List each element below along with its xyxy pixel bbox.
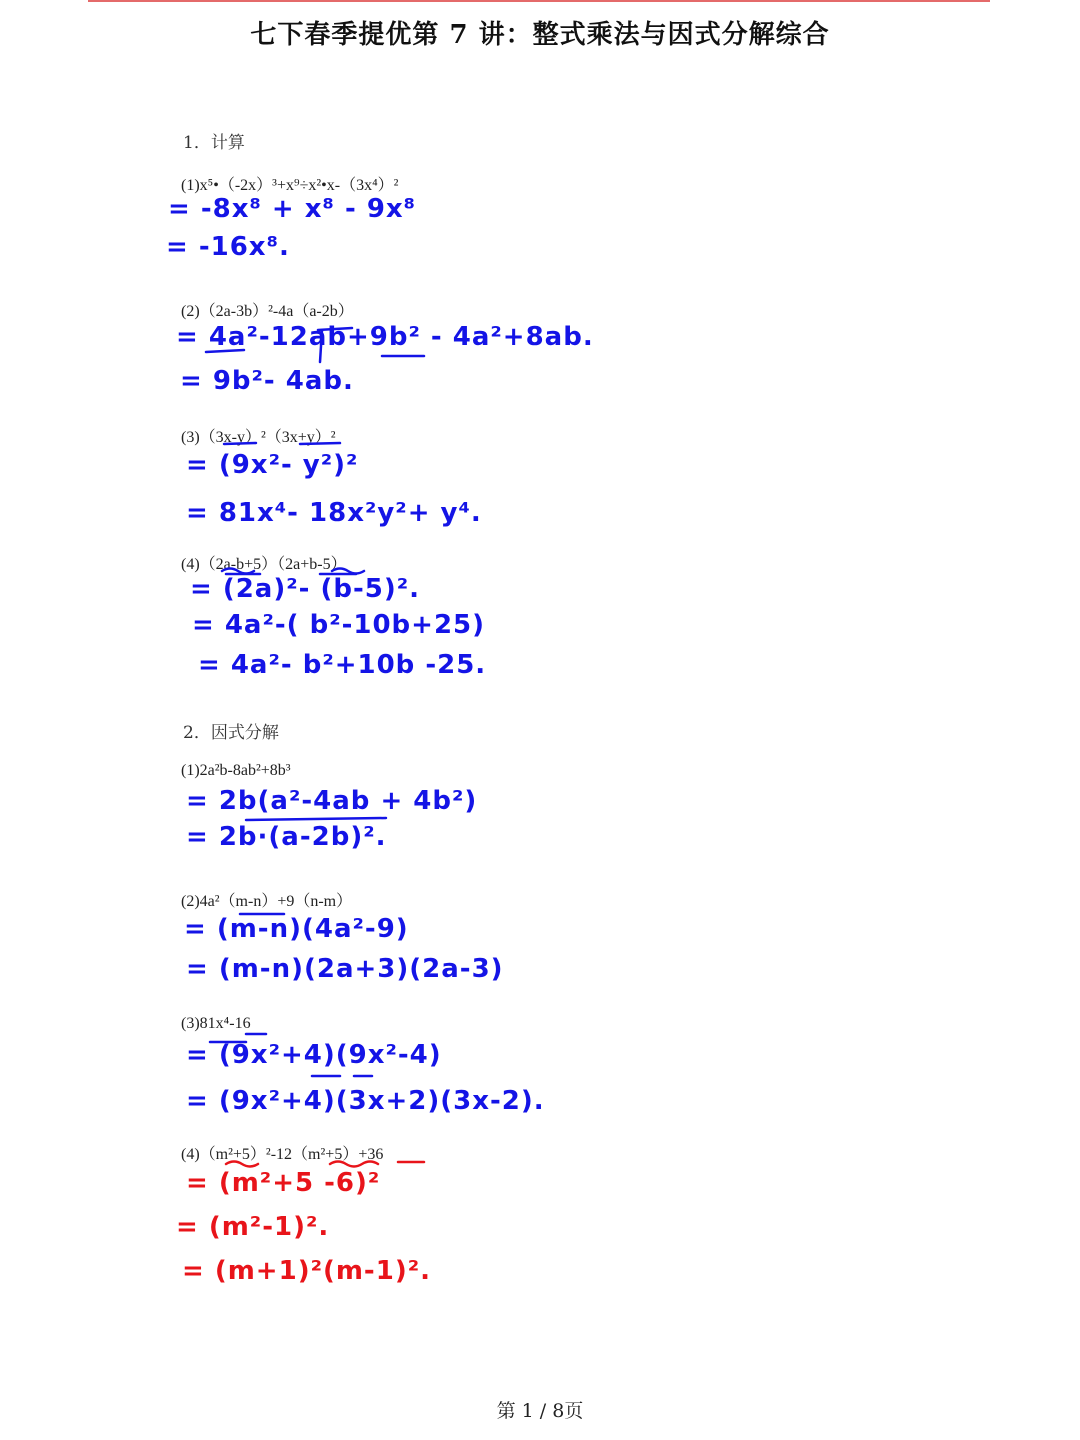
section-heading-factorize: 2．因式分解 [183, 723, 279, 743]
underline-a2-4ab-4b2 [246, 818, 386, 820]
problem-2-1: (1)2a²b-8ab²+8b³ [181, 762, 291, 779]
problem-1-4: (4)（2a-b+5）（2a+b-5） [181, 556, 347, 573]
problem-1-2: (2)（2a-3b）²-4a（a-2b） [181, 303, 354, 320]
answer-1-2-line-2: = 9b²- 4ab. [180, 366, 354, 396]
answer-2-4-line-3: = (m+1)²(m-1)². [182, 1256, 431, 1286]
problem-2-4: (4)（m²+5）²-12（m²+5）+36 [181, 1146, 384, 1163]
answer-2-4-line-2: = (m²-1)². [176, 1212, 330, 1242]
answer-1-4-line-3: = 4a²- b²+10b -25. [198, 650, 487, 680]
answer-2-2-line-2: = (m-n)(2a+3)(2a-3) [186, 954, 504, 984]
problem-1-3: (3)（3x-y）²（3x+y）² [181, 429, 336, 446]
problem-1-1: (1)x⁵•（-2x）³+x⁹÷x²•x-（3x⁴）² [181, 177, 399, 194]
answer-1-1-line-2: = -16x⁸. [166, 232, 290, 262]
answer-1-2-line-1: = 4a²-12ab+9b² - 4a²+8ab. [176, 322, 594, 352]
answer-2-2-line-1: = (m-n)(4a²-9) [184, 914, 409, 944]
answer-1-3-line-1: = (9x²- y²)² [186, 450, 359, 480]
answer-1-3-line-2: = 81x⁴- 18x²y²+ y⁴. [186, 498, 482, 528]
problem-2-3: (3)81x⁴-16 [181, 1015, 251, 1032]
page-number: 第 1 / 8页 [496, 1400, 584, 1422]
answer-2-3-line-1: = (9x²+4)(9x²-4) [186, 1040, 442, 1070]
answer-2-3-line-2: = (9x²+4)(3x+2)(3x-2). [186, 1086, 545, 1116]
answer-2-4-line-1: = (m²+5 -6)² [186, 1168, 381, 1198]
answer-2-1-line-2: = 2b·(a-2b)². [186, 822, 387, 852]
section-heading-calculate: 1．计算 [183, 133, 245, 153]
answer-1-4-line-2: = 4a²-( b²-10b+25) [192, 610, 486, 640]
answer-2-1-line-1: = 2b(a²-4ab + 4b²) [186, 786, 478, 816]
answer-1-4-line-1: = (2a)²- (b-5)². [190, 574, 420, 604]
problem-2-2: (2)4a²（m-n）+9（n-m） [181, 893, 353, 910]
top-rule [88, 0, 990, 2]
page-title: 七下春季提优第 7 讲：整式乘法与因式分解综合 [250, 20, 830, 50]
answer-1-1-line-1: = -8x⁸ + x⁸ - 9x⁸ [168, 194, 417, 224]
